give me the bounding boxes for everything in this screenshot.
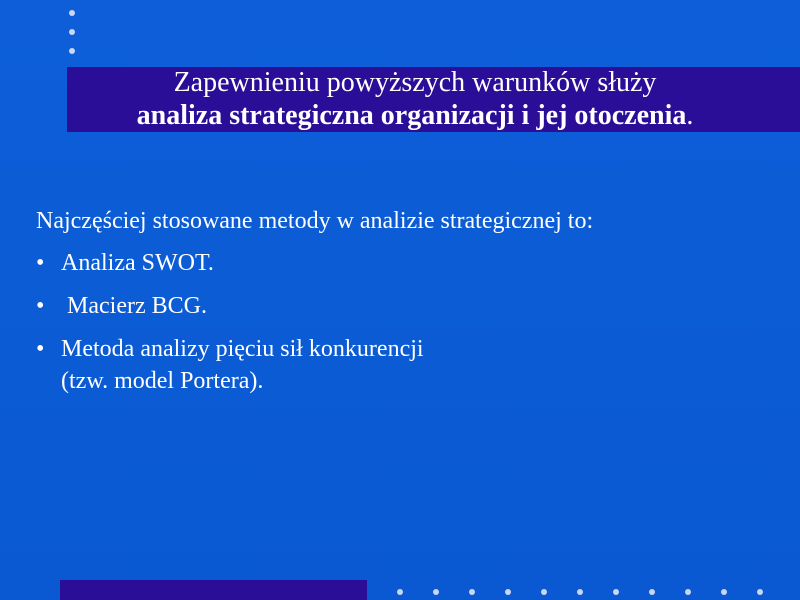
dot-icon <box>69 10 75 16</box>
title-line-2-tail: . <box>686 100 694 131</box>
bullet-icon: • <box>36 250 45 276</box>
dot-icon <box>69 29 75 35</box>
slide-title <box>0 66 800 132</box>
dot-icon <box>757 589 763 595</box>
dot-icon <box>541 589 547 595</box>
dot-icon <box>69 48 75 54</box>
dot-icon <box>397 589 403 595</box>
bullet-icon: • <box>36 293 45 319</box>
list-item-text: (tzw. model Portera). <box>61 368 264 394</box>
intro-text: Najczęściej stosowane metody w analizie strategicznej to: <box>36 208 594 234</box>
dot-icon <box>685 589 691 595</box>
list-item <box>36 247 776 279</box>
methods-list <box>36 247 776 397</box>
list-item-text: Macierz BCG. <box>61 293 207 319</box>
list-item-text: Analiza SWOT. <box>61 250 214 276</box>
list-item-text: Metoda analizy pięciu sił konkurencji <box>61 336 424 362</box>
dot-icon <box>469 589 475 595</box>
list-item <box>36 333 776 397</box>
title-line-2-bold: analiza strategiczna organizacji i jej otoczenia <box>136 100 687 131</box>
dot-icon <box>505 589 511 595</box>
bottom-band <box>60 580 367 600</box>
bullet-icon: • <box>36 336 45 362</box>
title-line-1: Zapewnieniu powyższych warunków służy <box>173 67 657 98</box>
dot-icon <box>613 589 619 595</box>
slide-body <box>36 205 776 408</box>
dot-icon <box>721 589 727 595</box>
dot-icon <box>433 589 439 595</box>
dot-icon <box>577 589 583 595</box>
title-line-2 <box>0 99 800 132</box>
list-item <box>36 290 776 322</box>
dot-icon <box>649 589 655 595</box>
